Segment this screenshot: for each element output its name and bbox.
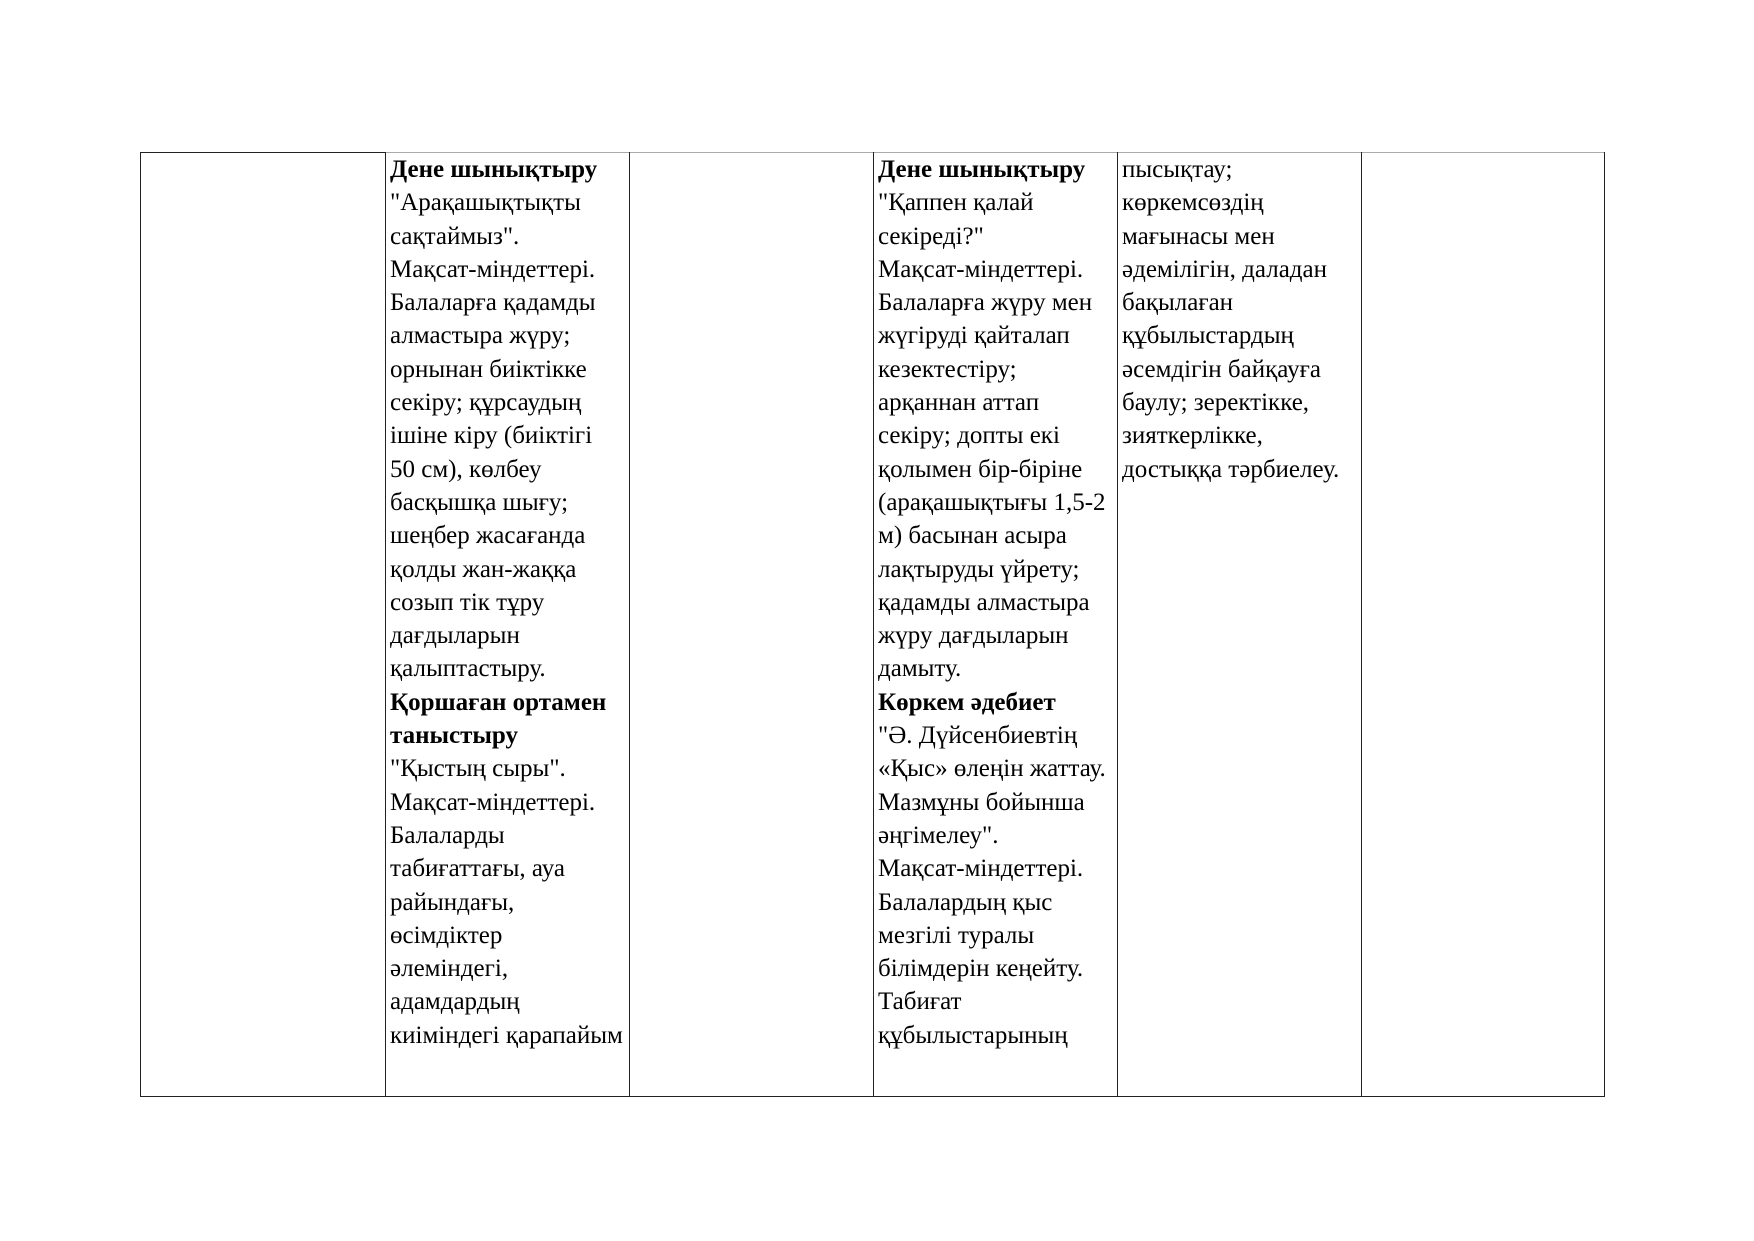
table-cell-col5 <box>1118 153 1362 1097</box>
text-line: "Қыстың сыры". <box>390 755 566 783</box>
text-line: Мақсат-міндеттері. <box>390 255 596 283</box>
table-cell-col4 <box>874 153 1118 1097</box>
text-line: табиғаттағы, ауа <box>390 855 566 883</box>
text-line: мезгілі туралы <box>878 921 1035 949</box>
text-line: басқышқа шығу; <box>390 488 569 516</box>
text-line: Балаларды <box>390 821 505 849</box>
text-line: дамыту. <box>878 655 962 683</box>
section-heading: Көркем әдебиет <box>878 688 1056 716</box>
section-heading: Дене шынықтыру <box>878 156 1086 183</box>
text-line: құбылыстардың <box>1122 322 1294 350</box>
text-line: қалыптастыру. <box>390 655 546 683</box>
text-line: "Арақашықтықты <box>390 189 581 217</box>
text-line: киіміндегі қарапайым <box>390 1021 623 1049</box>
text-line: Балаларға қадамды <box>390 289 596 317</box>
text-line: секіреді?" <box>878 222 984 250</box>
text-line: м) басынан асыра <box>878 522 1067 550</box>
text-line: арқаннан аттап <box>878 389 1040 417</box>
text-line: сақтаймыз". <box>390 222 520 250</box>
text-line: достыққа тәрбиелеу. <box>1122 455 1340 483</box>
table-cell-col1 <box>141 153 386 1097</box>
text-line: Мазмұны бойынша <box>878 788 1085 816</box>
text-line: бақылаған <box>1122 289 1234 317</box>
section-heading: Дене шынықтыру <box>390 156 598 183</box>
text-line: жүгіруді қайталап <box>878 322 1070 350</box>
text-line: Мақсат-міндеттері. <box>390 788 596 816</box>
text-line: Табиғат <box>878 988 962 1016</box>
text-line: ішіне кіру (биіктігі <box>390 422 593 450</box>
plan-table <box>140 152 1605 1097</box>
section-heading: Қоршаған ортамен <box>390 688 607 716</box>
text-line: Балаларға жүру мен <box>878 289 1093 317</box>
text-line: әлеміндегі, <box>390 955 509 983</box>
text-line: зияткерлікке, <box>1122 422 1263 450</box>
text-line: созып тік тұру <box>390 588 545 616</box>
text-line: Мақсат-міндеттері. <box>878 255 1084 283</box>
text-line: әдемілігін, даладан <box>1122 255 1327 283</box>
text-line: кезектестіру; <box>878 355 1017 383</box>
text-line: қолымен бір-біріне <box>878 455 1083 483</box>
table-cell-col6 <box>1362 153 1605 1097</box>
text-line: алмастыра жүру; <box>390 322 571 350</box>
text-line: дағдыларын <box>390 622 520 650</box>
table-row <box>141 153 1605 1097</box>
text-line: әсемдігін байқауға <box>1122 355 1321 383</box>
text-line: өсімдіктер <box>390 921 503 949</box>
text-line: райындағы, <box>390 888 515 916</box>
text-line: лақтыруды үйрету; <box>878 555 1080 583</box>
text-line: (арақашықтығы 1,5-2 <box>878 488 1106 516</box>
text-line: әңгімелеу". <box>878 821 999 849</box>
text-line: "Қаппен қалай <box>878 189 1034 217</box>
text-line: Балалардың қыс <box>878 888 1053 916</box>
text-line: 50 см), көлбеу <box>390 455 542 483</box>
text-line: орнынан биіктікке <box>390 355 587 383</box>
text-line: шеңбер жасағанда <box>390 522 586 550</box>
text-line: Мақсат-міндеттері. <box>878 855 1084 883</box>
text-line: қадамды алмастыра <box>878 588 1090 616</box>
text-line: қолды жан-жаққа <box>390 555 577 583</box>
text-line: көркемсөздің <box>1122 189 1264 217</box>
text-line: секіру; допты екі <box>878 422 1060 450</box>
text-line: білімдерін кеңейту. <box>878 955 1084 983</box>
text-line: жүру дағдыларын <box>878 622 1069 650</box>
text-line: «Қыс» өлеңін жаттау. <box>878 755 1106 783</box>
text-line: "Ә. Дүйсенбиевтің <box>878 722 1078 750</box>
table-cell-col3 <box>630 153 874 1097</box>
section-heading: таныстыру <box>390 722 518 750</box>
text-line: құбылыстарының <box>878 1021 1068 1049</box>
table-cell-col2 <box>386 153 630 1097</box>
text-line: пысықтау; <box>1122 156 1233 183</box>
text-line: мағынасы мен <box>1122 222 1275 250</box>
text-line: адамдардың <box>390 988 520 1016</box>
text-line: баулу; зеректікке, <box>1122 389 1310 417</box>
text-line: секіру; құрсаудың <box>390 389 582 417</box>
